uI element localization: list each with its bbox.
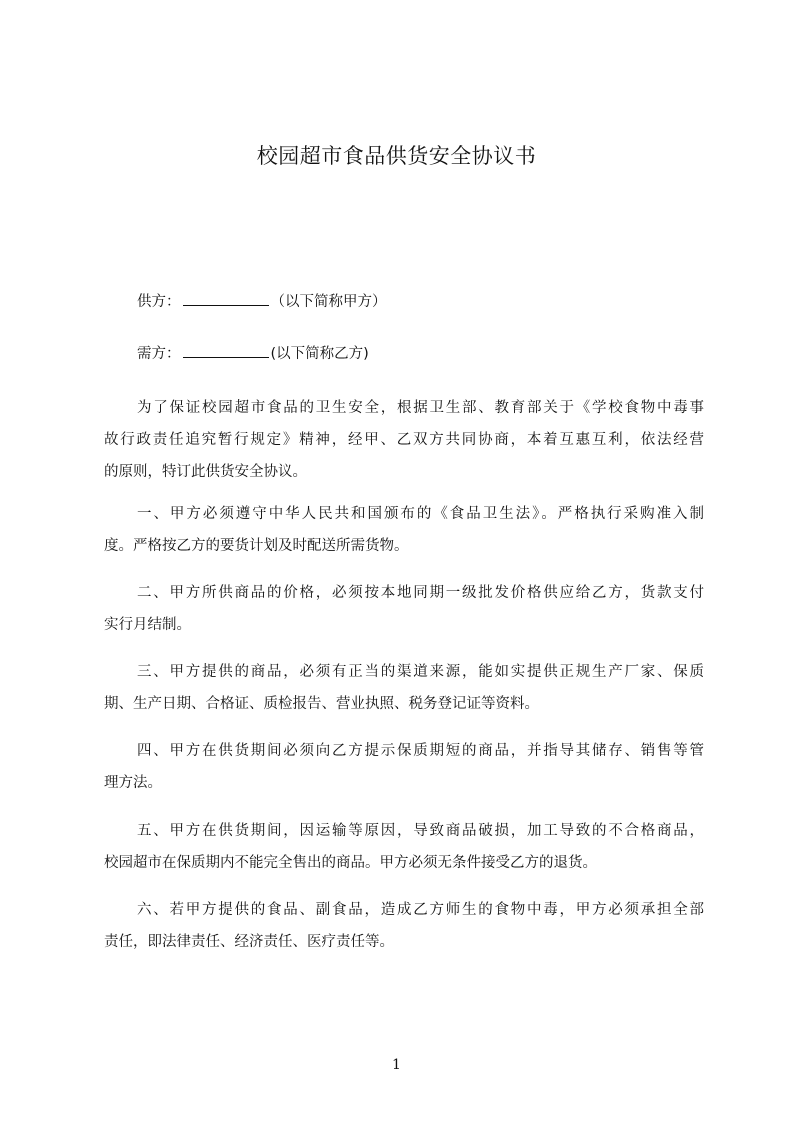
intro-line: 的原则，特订此供货安全协议。 [104, 464, 307, 480]
clause-line: 实行月结制。 [104, 617, 191, 633]
clause-4 [104, 735, 704, 799]
page-number: 1 [392, 1057, 401, 1073]
clause-3 [104, 656, 704, 720]
buyer-suffix: (以下简称乙方) [270, 346, 369, 362]
clause-line: 一、甲方必须遵守中华人民共和国颁布的《食品卫生法》。严格执行采购准入制 [137, 506, 704, 522]
supplier-suffix: （以下简称甲方） [270, 294, 387, 310]
clause-2 [104, 577, 704, 641]
clause-5 [104, 815, 704, 879]
clause-line: 校园超市在保质期内不能完全售出的商品。甲方必须无条件接受乙方的退货。 [104, 855, 597, 871]
buyer-label: 需方： [137, 346, 181, 362]
clause-line: 三、甲方提供的商品，必须有正当的渠道来源，能如实提供正规生产厂家、保质 [137, 664, 704, 680]
supplier-label: 供方： [137, 294, 181, 310]
intro-paragraph [104, 392, 704, 488]
clause-line: 六、若甲方提供的食品、副食品，造成乙方师生的食物中毒，甲方必须承担全部 [137, 902, 704, 918]
intro-line: 为了保证校园超市食品的卫生安全，根据卫生部、教育部关于《学校食物中毒事 [137, 400, 704, 416]
document-title: 校园超市食品供货安全协议书 [256, 144, 537, 168]
clause-line: 五、甲方在供货期间，因运输等原因，导致商品破损，加工导致的不合格商品， [137, 823, 704, 839]
supplier-name-blank [183, 291, 269, 306]
intro-line: 故行政责任追究暂行规定》精神，经甲、乙双方共同协商，本着互惠互利，依法经营 [104, 432, 704, 448]
clause-line: 度。严格按乙方的要货计划及时配送所需货物。 [104, 538, 409, 554]
buyer-line [137, 343, 369, 364]
clause-6 [104, 894, 704, 958]
clause-line: 二、甲方所供商品的价格，必须按本地同期一级批发价格供应给乙方，货款支付 [137, 585, 704, 601]
buyer-name-blank [183, 343, 269, 358]
clause-line: 四、甲方在供货期间必须向乙方提示保质期短的商品，并指导其储存、销售等管 [137, 743, 704, 759]
supplier-line [137, 291, 387, 312]
clause-1 [104, 498, 704, 562]
clause-line: 责任，即法律责任、经济责任、医疗责任等。 [104, 934, 394, 950]
clause-line: 理方法。 [104, 775, 162, 791]
clause-line: 期、生产日期、合格证、质检报告、营业执照、税务登记证等资料。 [104, 696, 539, 712]
